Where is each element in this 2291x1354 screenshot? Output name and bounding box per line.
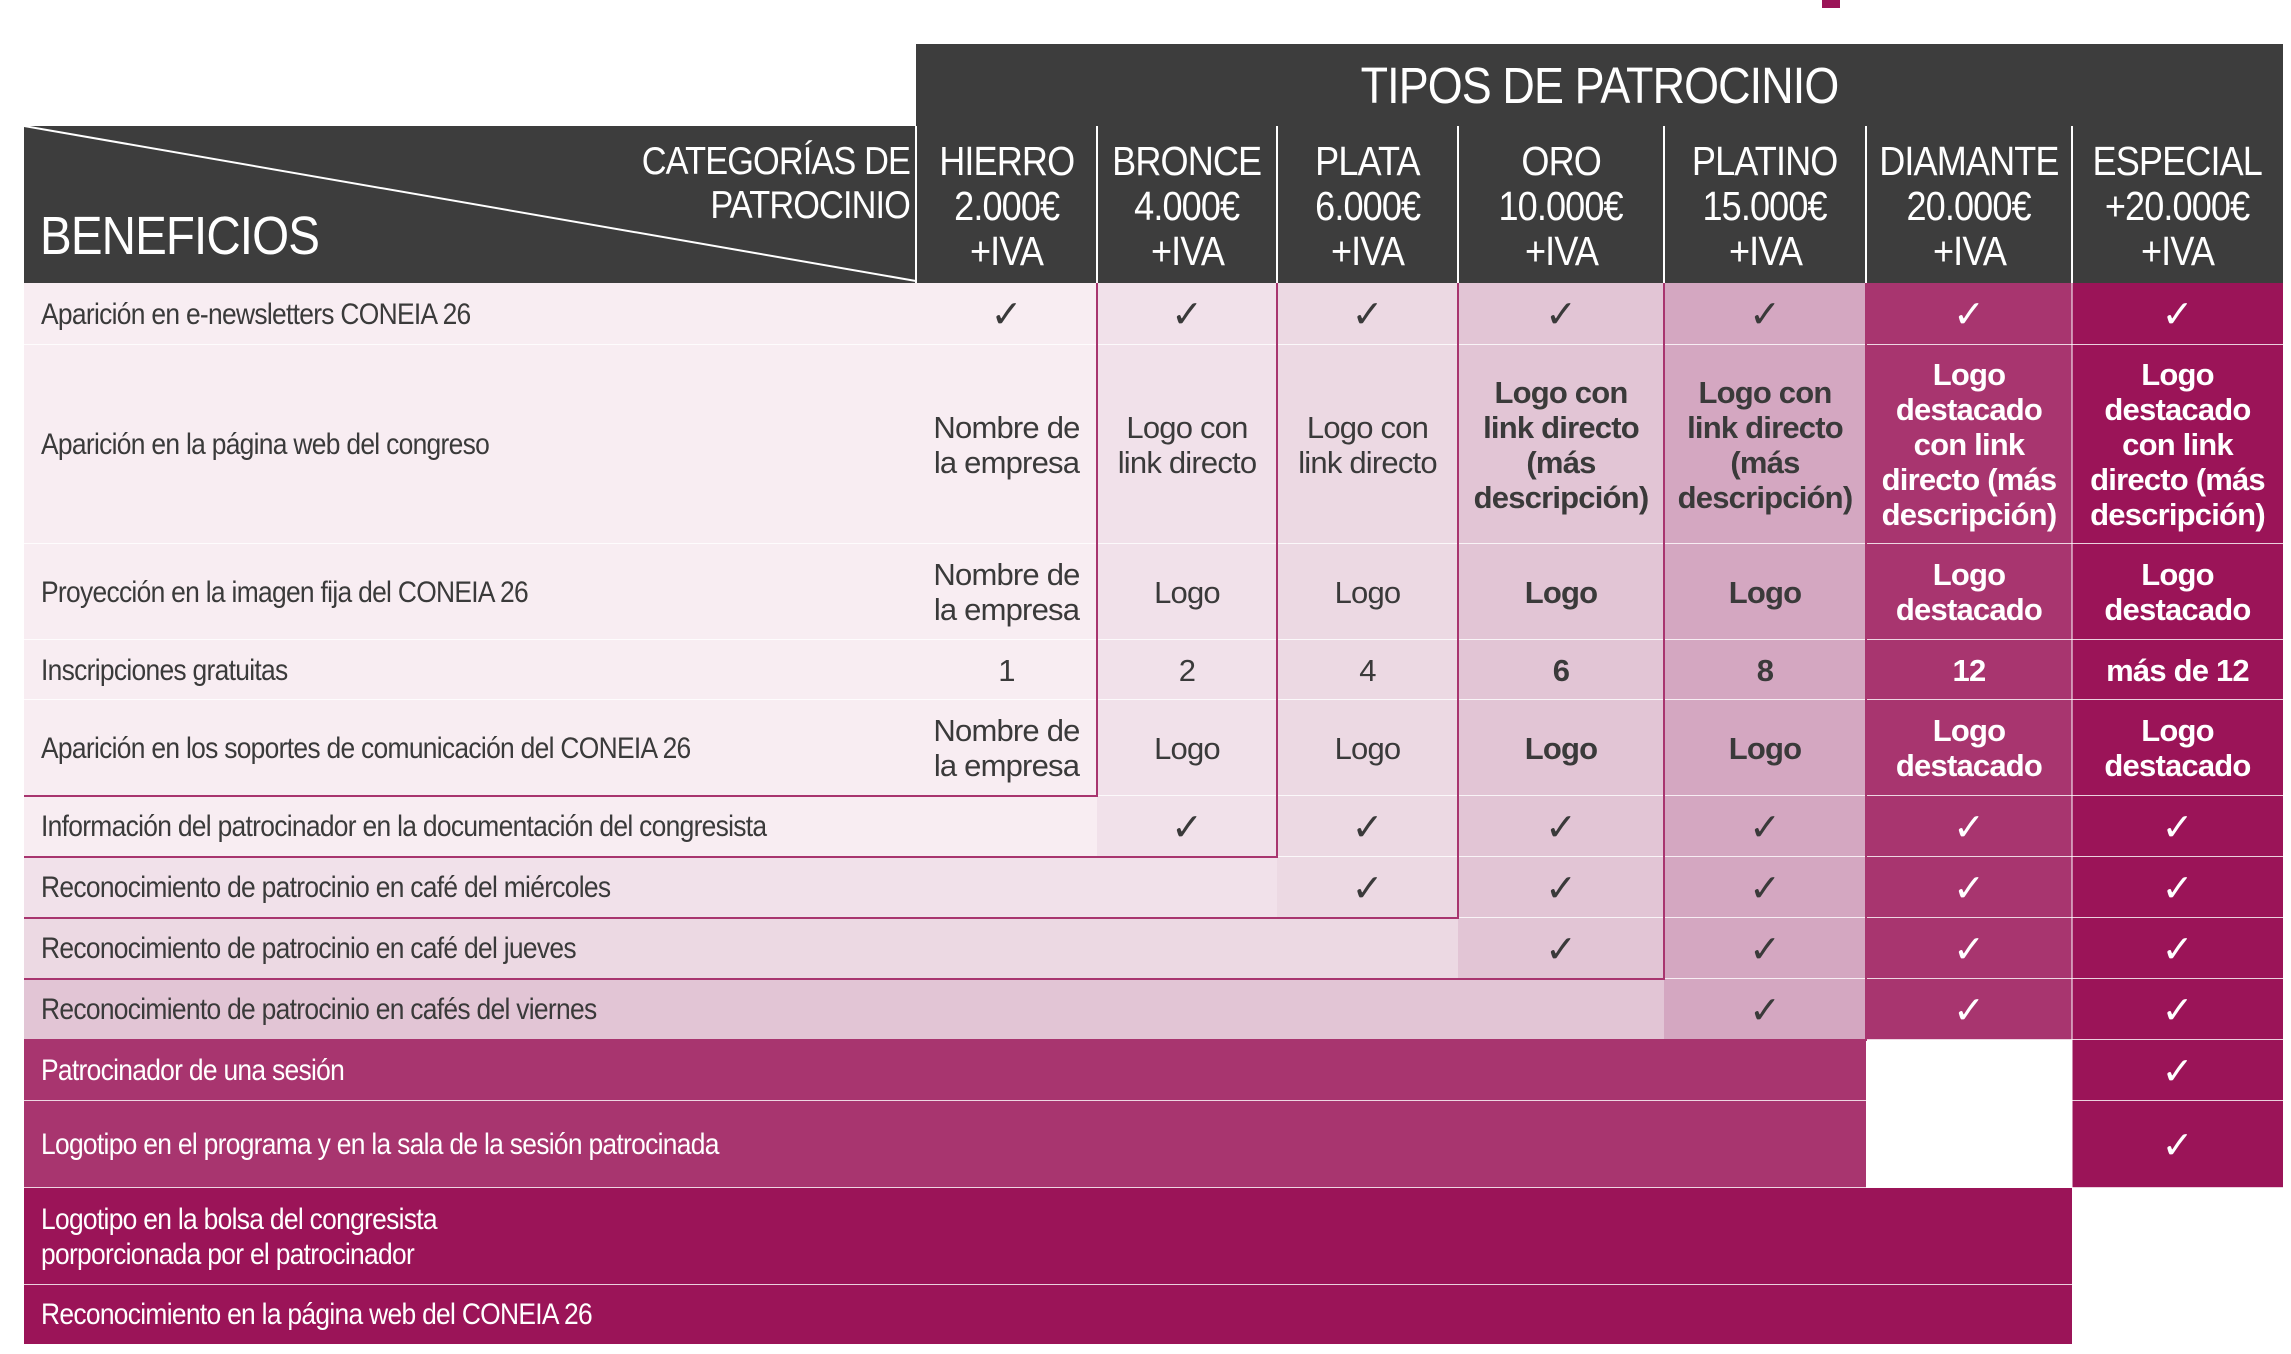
cell-platino [1664, 796, 1866, 857]
categories-header-label: CATEGORÍAS DE PATROCINIO [641, 140, 910, 227]
cell-value: Nombre de la empresa [933, 409, 1080, 480]
cell-platino [1664, 979, 1866, 1040]
stair-border-vertical [1096, 283, 1098, 796]
cell-oro [1458, 283, 1664, 345]
benefit-label [24, 700, 691, 796]
stair-border-vertical [1276, 283, 1278, 857]
check-icon: ✓ [2161, 804, 2194, 849]
benefit-label-text: Reconocimiento de patrocinio en café del miércoles [41, 871, 611, 904]
tier-price: +20.000€ [2105, 182, 2250, 229]
cell-value: Logo [1728, 574, 1802, 610]
check-icon: ✓ [1545, 804, 1577, 849]
check-icon: ✓ [1953, 987, 1985, 1032]
tier-tax: +IVA [1330, 227, 1405, 274]
cell-plata [1277, 283, 1458, 345]
cell-hierro [916, 544, 1097, 640]
cell-bronce [1097, 283, 1277, 345]
check-icon: ✓ [1953, 292, 1985, 336]
benefit-label-text: Información del patrocinador en la documentación del congresista [41, 810, 767, 843]
benefit-label-text: Patrocinador de una sesión [41, 1054, 345, 1087]
cell-diamante [1866, 345, 2072, 544]
cell-value: Logo [1334, 574, 1401, 610]
check-icon: ✓ [1171, 804, 1203, 849]
check-icon: ✓ [2161, 865, 2194, 910]
cell-bronce [1097, 796, 1277, 857]
benefit-label-text: Reconocimiento en la página web del CONEIA 26 [41, 1298, 592, 1331]
check-icon: ✓ [1545, 865, 1577, 910]
cell-value: 8 [1756, 652, 1774, 688]
benefit-label-text: Reconocimiento de patrocinio en cafés del viernes [41, 993, 597, 1026]
cell-diamante [1866, 283, 2072, 345]
cell-especial [2072, 1101, 2283, 1188]
benefit-label [24, 544, 640, 640]
cell-value: Logo [1334, 730, 1401, 766]
cell-especial [2072, 1040, 2283, 1101]
cell-diamante [1866, 796, 2072, 857]
benefit-label-text: Logotipo en el programa y en la sala de la sesión patrocinada [41, 1128, 719, 1161]
cell-oro [1458, 918, 1664, 979]
tier-price: 2.000€ [953, 182, 1060, 229]
benefit-label [24, 1040, 640, 1101]
tier-header-plata [1277, 136, 1458, 276]
cell-value: Logo destacado [1895, 713, 2043, 783]
tier-tax: +IVA [2140, 227, 2215, 274]
check-icon: ✓ [2161, 926, 2194, 971]
header-column-separator [1457, 126, 1459, 283]
check-icon: ✓ [1953, 926, 1985, 971]
cell-value: Logo destacado [2104, 713, 2251, 783]
cell-value: Logo [1728, 730, 1802, 766]
check-icon: ✓ [2161, 1292, 2194, 1337]
cell-hierro [916, 640, 1097, 700]
cell-value: Logo con link directo (más descripción) [1473, 374, 1649, 515]
benefit-label [24, 918, 640, 979]
benefit-label-text: Inscripciones gratuitas [41, 653, 288, 687]
cell-value: 4 [1359, 652, 1376, 688]
cell-especial [2072, 640, 2283, 700]
check-icon: ✓ [1749, 865, 1781, 910]
cell-oro [1458, 640, 1664, 700]
check-icon: ✓ [2161, 1214, 2194, 1259]
cell-especial [2072, 1188, 2283, 1285]
check-icon: ✓ [2161, 1048, 2194, 1093]
tier-name: HIERRO [938, 137, 1075, 184]
cell-especial [2072, 796, 2283, 857]
cell-platino [1664, 345, 1866, 544]
check-icon: ✓ [1953, 1122, 1985, 1167]
cell-bronce [1097, 345, 1277, 544]
tier-price: 6.000€ [1314, 182, 1421, 229]
stair-border-vertical [1457, 283, 1459, 918]
check-icon: ✓ [1545, 926, 1577, 971]
tier-tax: +IVA [1728, 227, 1802, 274]
stair-border-vertical [1865, 283, 1867, 1040]
cell-oro [1458, 544, 1664, 640]
benefit-label [24, 1188, 640, 1285]
check-icon: ✓ [1749, 292, 1781, 336]
cell-hierro [916, 345, 1097, 544]
cell-value: 12 [1952, 652, 1986, 688]
cell-value: Logo [1524, 730, 1598, 766]
cell-value: 2 [1178, 652, 1196, 688]
benefit-label [24, 345, 640, 544]
cell-value: más de 12 [2106, 652, 2249, 688]
tier-price: 20.000€ [1906, 182, 2032, 229]
benefit-label [24, 640, 640, 700]
cell-especial [2072, 857, 2283, 918]
cell-plata [1277, 345, 1458, 544]
check-icon: ✓ [2161, 1122, 2194, 1167]
tier-header-especial [2072, 136, 2283, 276]
cell-especial [2072, 283, 2283, 345]
benefit-label [24, 979, 640, 1040]
cell-value: Logo con link directo (más descripción) [1677, 374, 1853, 515]
cell-especial [2072, 918, 2283, 979]
benefit-label-text: Proyección en la imagen fija del CONEIA 26 [41, 575, 528, 609]
cell-value: 1 [998, 652, 1015, 688]
tier-header-hierro [916, 136, 1097, 276]
header-column-separator [2071, 126, 2073, 283]
benefit-label-text: Aparición en la página web del congreso [41, 428, 490, 461]
check-icon: ✓ [1953, 1048, 1985, 1093]
benefit-label [24, 857, 640, 918]
stair-border-horizontal [24, 917, 1459, 919]
tier-price: 15.000€ [1702, 182, 1828, 229]
check-icon: ✓ [1171, 292, 1203, 336]
check-icon: ✓ [1749, 926, 1781, 971]
cell-value: Logo [1154, 730, 1220, 766]
cell-especial [2072, 544, 2283, 640]
tier-tax: +IVA [1932, 227, 2006, 274]
cell-plata [1277, 700, 1458, 796]
top-accent-mark [1822, 0, 1840, 8]
cell-value: Logo [1524, 574, 1598, 610]
tier-tax: +IVA [1524, 227, 1598, 274]
cell-bronce [1097, 640, 1277, 700]
header-column-separator [1276, 126, 1278, 283]
check-icon: ✓ [1953, 865, 1985, 910]
check-icon: ✓ [1749, 987, 1781, 1032]
tier-tax: +IVA [969, 227, 1044, 274]
cell-value: Logo destacado [1895, 557, 2043, 627]
cell-diamante [1866, 640, 2072, 700]
check-icon: ✓ [1351, 865, 1384, 910]
cell-platino [1664, 544, 1866, 640]
benefit-label [24, 1101, 719, 1188]
cell-value: Logo destacado [2104, 557, 2251, 627]
cell-plata [1277, 857, 1458, 918]
tier-header-oro [1458, 136, 1664, 276]
benefits-header-label: BENEFICIOS [40, 206, 320, 266]
cell-platino [1664, 918, 1866, 979]
cell-platino [1664, 857, 1866, 918]
benefit-label-text: Aparición en e-newsletters CONEIA 26 [41, 297, 471, 331]
check-icon: ✓ [1749, 804, 1781, 849]
check-icon: ✓ [2161, 292, 2194, 336]
check-icon: ✓ [1545, 292, 1577, 336]
cell-bronce [1097, 544, 1277, 640]
cell-oro [1458, 345, 1664, 544]
cell-oro [1458, 857, 1664, 918]
check-icon: ✓ [2161, 987, 2194, 1032]
benefit-label-text: Reconocimiento de patrocinio en café del jueves [41, 932, 576, 965]
cell-especial [2072, 979, 2283, 1040]
tier-header-platino [1664, 136, 1866, 276]
cell-value: Logo destacado con link directo (más descripción) [1881, 357, 2057, 532]
tier-name: ESPECIAL [2092, 137, 2263, 184]
cell-plata [1277, 796, 1458, 857]
benefit-label-text: Logotipo en la bolsa del congresista porporcionada por el patrocinador [41, 1202, 437, 1271]
cell-diamante [1866, 544, 2072, 640]
tier-header-diamante [1866, 136, 2072, 276]
cell-platino [1664, 640, 1866, 700]
stair-border-horizontal [24, 856, 1278, 858]
cell-especial [2072, 700, 2283, 796]
stair-border-vertical [1663, 283, 1665, 979]
benefit-label [24, 283, 640, 345]
benefit-label [24, 1285, 640, 1344]
cell-bronce [1097, 700, 1277, 796]
cell-oro [1458, 700, 1664, 796]
cell-value: Logo con link directo [1117, 409, 1257, 480]
cell-especial [2072, 345, 2283, 544]
tier-header-bronce [1097, 136, 1277, 276]
table-title: TIPOS DE PATROCINIO [1360, 56, 1839, 114]
tier-name: ORO [1521, 137, 1601, 184]
cell-diamante [1866, 979, 2072, 1040]
cell-diamante [1866, 1040, 2072, 1101]
header-column-separator [1865, 126, 1867, 283]
cell-plata [1277, 544, 1458, 640]
header-column-separator [1096, 126, 1098, 283]
stair-border-horizontal [24, 1039, 1867, 1041]
tier-name: DIAMANTE [1879, 137, 2059, 184]
tier-price: 4.000€ [1134, 182, 1240, 229]
stair-border-horizontal [24, 795, 1098, 797]
cell-value: Logo con link directo [1298, 409, 1437, 480]
benefit-label-text: Aparición en los soportes de comunicación del CONEIA 26 [41, 731, 691, 765]
tier-tax: +IVA [1150, 227, 1224, 274]
tier-name: BRONCE [1112, 137, 1262, 184]
cell-diamante [1866, 700, 2072, 796]
tier-name: PLATA [1315, 137, 1420, 184]
tier-price: 10.000€ [1498, 182, 1624, 229]
check-icon: ✓ [1351, 292, 1384, 336]
cell-value: 6 [1552, 652, 1570, 688]
cell-diamante [1866, 1101, 2072, 1188]
check-icon: ✓ [1351, 804, 1384, 849]
cell-value: Logo [1154, 574, 1220, 610]
check-icon: ✓ [1953, 804, 1985, 849]
cell-platino [1664, 283, 1866, 345]
tier-name: PLATINO [1692, 137, 1838, 184]
header-column-separator [1663, 126, 1665, 283]
stair-border-horizontal [24, 978, 1665, 980]
cell-value: Nombre de la empresa [933, 557, 1080, 627]
cell-platino [1664, 700, 1866, 796]
header-column-separator [915, 126, 917, 283]
cell-value: Logo destacado con link directo (más descripción) [2090, 357, 2265, 532]
check-icon: ✓ [990, 292, 1023, 336]
especial-border [2071, 283, 2073, 1188]
cell-oro [1458, 796, 1664, 857]
cell-plata [1277, 640, 1458, 700]
cell-value: Nombre de la empresa [933, 713, 1080, 783]
cell-diamante [1866, 857, 2072, 918]
cell-especial [2072, 1285, 2283, 1344]
cell-hierro [916, 700, 1097, 796]
cell-diamante [1866, 918, 2072, 979]
benefit-label [24, 796, 767, 857]
cell-hierro [916, 283, 1097, 345]
